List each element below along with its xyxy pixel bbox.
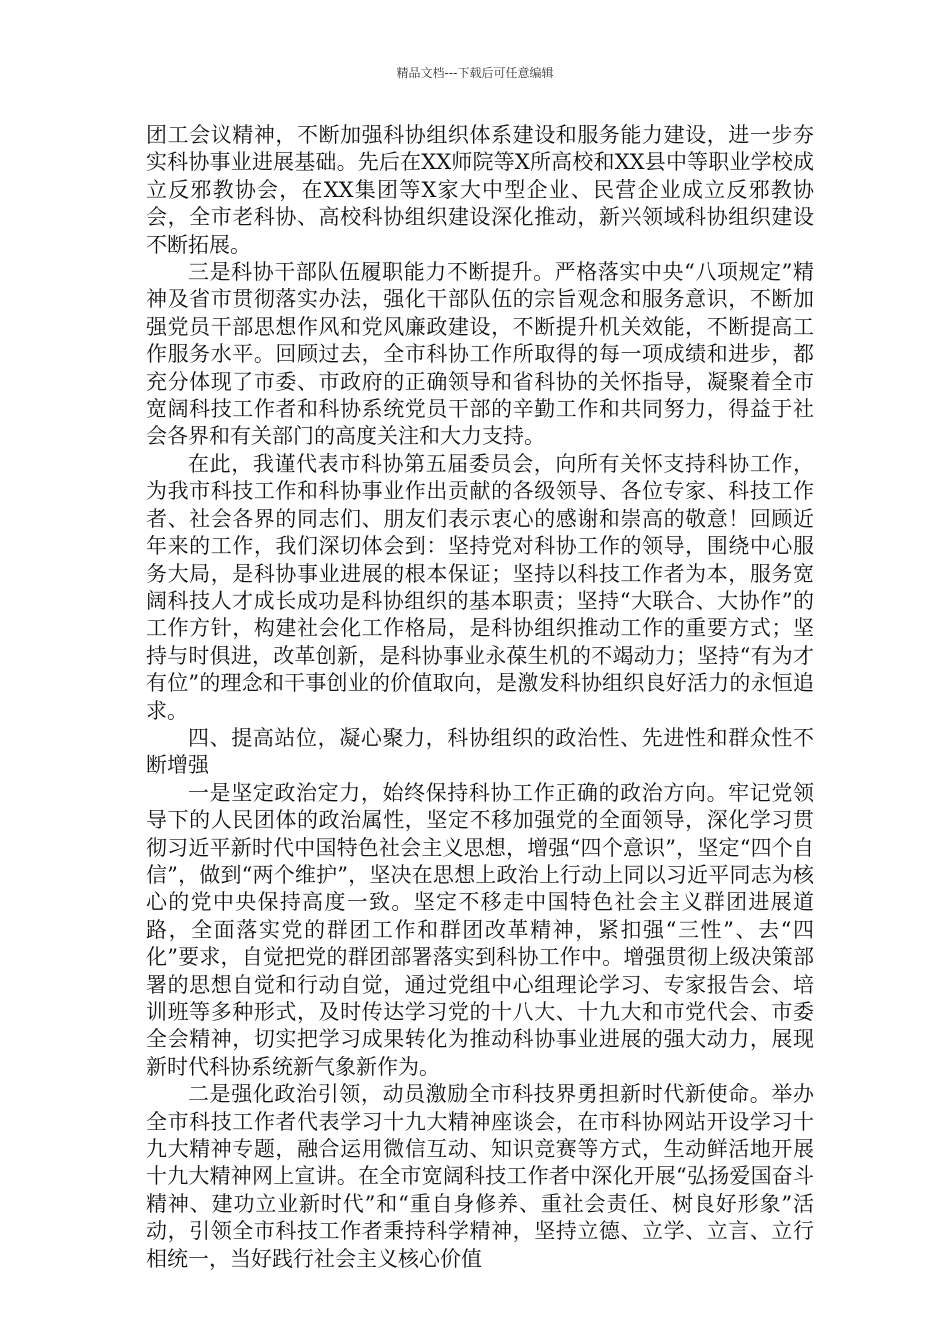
paragraph-political-direction: 一是坚定政治定力，始终保持科协工作正确的政治方向。牢记党领导下的人民团体的政治属性，坚定不移加强党的全面领导，深化学习贯彻习近平新时代中国特色社会主义思想，增强“四个意识”，坚定“四个自信”，做到“两个维护”，坚决在思想上政治上行动上同以习近平同志为核心的党中央保持高度一致。坚定不移走中国特色社会主义群团进展道路，全面落实党的群团工作和群团改革精神，紧扣强“三性”、去“四化”要求，自觉把党的群团部署落实到科协工作中。增强贯彻上级决策部署的思想自觉和行动自觉，通过党组中心组理论学习、专家报告会、培训班等多种形式，及时传达学习党的十八大、十九大和市党代会、市委全会精神，切实把学习成果转化为推动科协事业进展的强大动力，展现新时代科协系统新气象新作为。 [146, 780, 814, 1079]
document-body [146, 122, 814, 1273]
paragraph-continued: 团工会议精神，不断加强科协组织体系建设和服务能力建设，进一步夯实科协事业进展基础。先后在XX师院等X所高校和XX县中等职业学校成立反邪教协会，在XX集团等X家大中型企业、民营企业成立反邪教协会，全市老科协、高校科协组织建设深化推动，新兴领域科协组织建设不断拓展。 [146, 123, 814, 257]
paragraph-cadre-capability: 三是科协干部队伍履职能力不断提升。严格落实中央“八项规定”精神及省市贯彻落实办法，强化干部队伍的宗旨观念和服务意识，不断加强党员干部思想作风和党风廉政建设，不断提升机关效能，不断提高工作服务水平。回顾过去，全市科协工作所取得的每一项成绩和进步，都充分体现了市委、市政府的正确领导和省科协的关怀指导，凝聚着全市宽阔科技工作者和科协系统党员干部的辛勤工作和共同努力，得益于社会各界和有关部门的高度关注和大力支持。 [146, 260, 814, 449]
paragraph-political-guidance: 二是强化政治引领，动员激励全市科技界勇担新时代新使命。举办全市科技工作者代表学习十九大精神座谈会，在市科协网站开设学习十九大精神专题，融合运用微信互动、知识竞赛等方式，生动鲜活地开展十九大精神网上宣讲。在全市宽阔科技工作者中深化开展“弘扬爱国奋斗精神、建功立业新时代”和“重自身修养、重社会责任、树良好形象”活动，引领全市科技工作者秉持科学精神，坚持立德、立学、立言、立行相统一，当好践行社会主义核心价值 [146, 1082, 814, 1271]
section-heading-four: 四、提高站位，凝心聚力，科协组织的政治性、先进性和群众性不断增强 [146, 725, 814, 778]
page-header: 精品文档---下载后可任意编辑 [396, 66, 554, 80]
paragraph-thanks: 在此，我谨代表市科协第五届委员会，向所有关怀支持科协工作，为我市科技工作和科协事业作出贡献的各级领导、各位专家、科技工作者、社会各界的同志们、朋友们表示衷心的感谢和崇高的敬意！回顾近年来的工作，我们深切体会到：坚持党对科协工作的领导，围绕中心服务大局，是科协事业进展的根本保证；坚持以科技工作者为本，服务宽阔科技人才成长成功是科协组织的基本职责；坚持“大联合、大协作”的工作方针，构建社会化工作格局，是科协组织推动工作的重要方式；坚持与时俱进，改革创新，是科协事业永葆生机的不竭动力；坚持“有为才有位”的理念和干事创业的价值取向，是激发科协组织良好活力的永恒追求。 [146, 451, 814, 723]
